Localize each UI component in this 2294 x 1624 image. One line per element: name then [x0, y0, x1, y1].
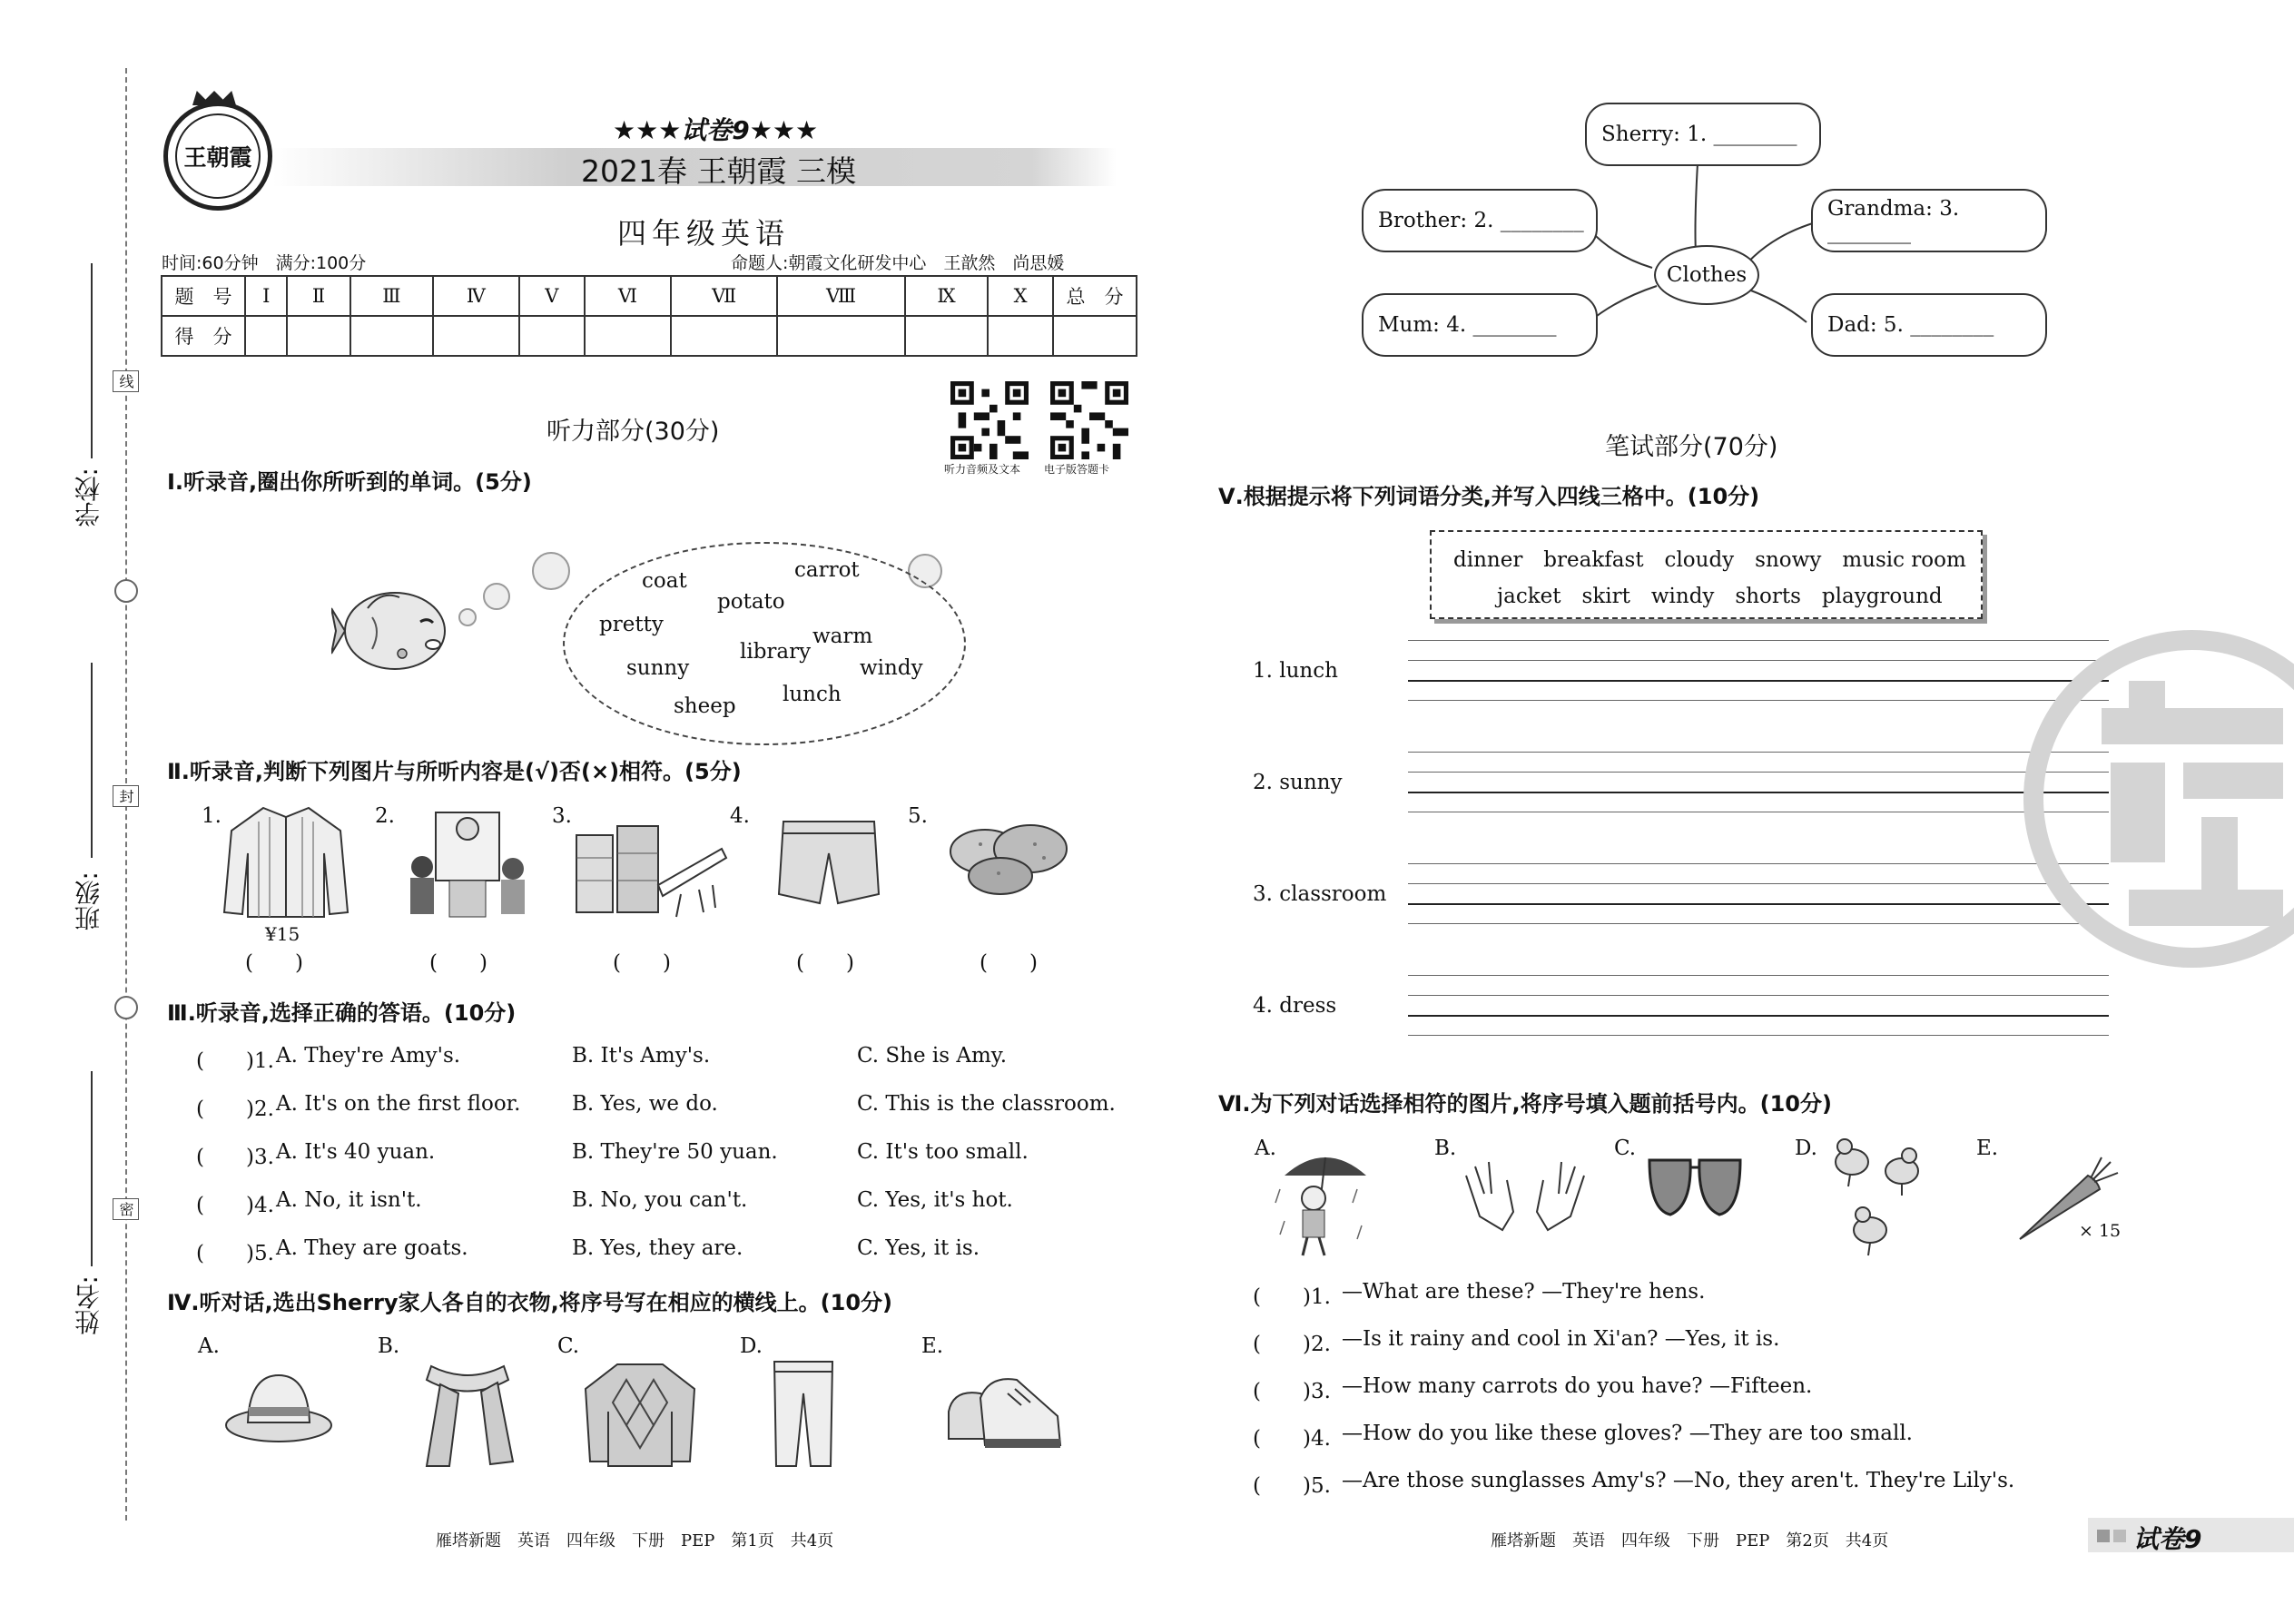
- sweater-image: [581, 1357, 699, 1471]
- four-line-grid[interactable]: [1408, 863, 2109, 923]
- hat-image: [222, 1366, 336, 1448]
- exam-meta-right: 命题人:朝霞文化研发中心 王歆然 尚思媛: [731, 253, 1065, 273]
- class-line[interactable]: [91, 663, 93, 858]
- four-line-grid[interactable]: [1408, 975, 2109, 1035]
- q2-answer-paren[interactable]: ( ): [796, 951, 854, 975]
- exam-title: 2021春 王朝霞 三模: [581, 153, 856, 189]
- shorts-image: [774, 817, 883, 908]
- q4-letter: C.: [557, 1334, 580, 1358]
- family-scene-image: [399, 803, 536, 921]
- q6-dialogue: —How many carrots do you have? —Fifteen.: [1342, 1374, 1813, 1398]
- score-cell[interactable]: [287, 316, 350, 356]
- q3-option-a[interactable]: A. It's on the first floor.: [276, 1092, 521, 1116]
- score-cell[interactable]: [905, 316, 989, 356]
- score-col: Ⅷ: [777, 276, 904, 316]
- q1-word[interactable]: sunny: [626, 656, 690, 680]
- q3-option-c[interactable]: C. She is Amy.: [857, 1044, 1008, 1068]
- q4-letter: B.: [378, 1334, 400, 1358]
- score-col: Ⅰ: [245, 276, 287, 316]
- score-cell[interactable]: [988, 316, 1053, 356]
- q6-dialogue: —What are these? —They're hens.: [1342, 1280, 1706, 1304]
- q2-title: Ⅱ.听录音,判断下列图片与所听内容是(√)否(×)相符。(5分): [167, 759, 742, 784]
- q6-letter: A.: [1255, 1137, 1276, 1160]
- q1-word[interactable]: coat: [642, 569, 687, 593]
- score-col: Ⅹ: [988, 276, 1053, 316]
- q4-letter: D.: [740, 1334, 763, 1358]
- potatoes-image: [944, 817, 1071, 899]
- mindmap-brother-label: Brother: 2. ________: [1378, 209, 1584, 232]
- q4-title: Ⅳ.听对话,选出Sherry家人各自的衣物,将序号写在相应的横线上。(10分): [167, 1290, 893, 1315]
- q2-answer-paren[interactable]: ( ): [245, 951, 303, 975]
- four-line-grid[interactable]: [1408, 752, 2109, 812]
- q6-dialogue: —How do you like these gloves? —They are too small.: [1342, 1422, 1913, 1445]
- footer-right: 雁塔新题 英语 四年级 下册 PEP 第2页 共4页: [1491, 1531, 1889, 1550]
- score-row-scores: [162, 316, 1137, 356]
- q3-option-b[interactable]: B. It's Amy's.: [572, 1044, 711, 1068]
- q3-option-a[interactable]: A. No, it isn't.: [276, 1188, 422, 1212]
- q6-letter: D.: [1795, 1137, 1817, 1160]
- q3-option-c[interactable]: C. It's too small.: [857, 1140, 1029, 1164]
- shirt-price: ¥15: [265, 923, 300, 945]
- q6-answer-paren[interactable]: ( )5.: [1253, 1474, 1331, 1498]
- q2-number: 4.: [730, 804, 750, 828]
- school-line[interactable]: [91, 263, 93, 458]
- q3-answer-paren[interactable]: ( )2.: [196, 1097, 274, 1121]
- q3-option-b[interactable]: B. Yes, they are.: [572, 1236, 743, 1260]
- binding-mark-mi: 密: [113, 1198, 139, 1220]
- q1-word[interactable]: carrot: [794, 558, 860, 582]
- q2-number: 3.: [552, 804, 572, 828]
- footer-left: 雁塔新题 英语 四年级 下册 PEP 第1页 共4页: [436, 1531, 834, 1550]
- q5-word-row: jacket skirt windy shorts playground: [1497, 585, 1943, 608]
- q3-title: Ⅲ.听录音,选择正确的答语。(10分): [167, 1000, 517, 1026]
- score-row-numbers: [162, 276, 1137, 316]
- score-cell[interactable]: [585, 316, 671, 356]
- binding-flower-icon: [114, 996, 138, 1019]
- score-col: Ⅳ: [433, 276, 518, 316]
- exam-meta-left: 时间:60分钟 满分:100分: [162, 253, 367, 273]
- binding-mark-feng: 封: [113, 785, 139, 807]
- score-col: Ⅴ: [519, 276, 585, 316]
- score-cell[interactable]: [671, 316, 778, 356]
- q1-word[interactable]: lunch: [783, 683, 842, 706]
- brand-logo-text: 王朝霞: [183, 144, 252, 171]
- mindmap-center: [1654, 245, 1759, 305]
- sunglasses-image: [1645, 1151, 1745, 1228]
- shirt-image: [222, 803, 350, 921]
- q5-word-row: dinner breakfast cloudy snowy music room: [1453, 548, 1966, 572]
- school-label: 学校:: [74, 468, 103, 527]
- brand-logo: [163, 102, 272, 211]
- q6-answer-paren[interactable]: ( )1.: [1253, 1285, 1331, 1309]
- q2-answer-paren[interactable]: ( ): [980, 951, 1038, 975]
- q5-word-box: [1430, 530, 1983, 619]
- q1-word[interactable]: potato: [717, 590, 785, 614]
- q6-dialogue: —Is it rainy and cool in Xi'an? —Yes, it is.: [1342, 1327, 1780, 1351]
- score-col-total: 总 分: [1053, 276, 1137, 316]
- name-line[interactable]: [91, 1071, 93, 1266]
- library-scene-image: [572, 822, 731, 921]
- mindmap-center-label: Clothes: [1666, 263, 1748, 287]
- q4-letter: A.: [198, 1334, 220, 1358]
- score-row-label: 得 分: [162, 316, 245, 356]
- mindmap-dad[interactable]: [1811, 293, 2047, 357]
- score-cell[interactable]: [245, 316, 287, 356]
- mindmap-brother[interactable]: [1362, 189, 1598, 252]
- score-cell[interactable]: [350, 316, 434, 356]
- scarf-image: [418, 1357, 517, 1471]
- subject-title: 四年级英语: [617, 216, 791, 251]
- q5-title: Ⅴ.根据提示将下列词语分类,并写入四线三格中。(10分): [1218, 484, 1760, 509]
- q6-answer-paren[interactable]: ( )2.: [1253, 1333, 1331, 1356]
- q1-word[interactable]: warm: [812, 625, 873, 648]
- q6-title: Ⅵ.为下列对话选择相符的图片,将序号填入题前括号内。(10分): [1218, 1091, 1832, 1117]
- score-col: Ⅸ: [905, 276, 989, 316]
- class-label: 班级:: [74, 871, 103, 931]
- q5-prompt: 4. dress: [1253, 994, 1337, 1018]
- carrot-count: × 15: [2079, 1221, 2122, 1241]
- mindmap-dad-label: Dad: 5. ________: [1827, 313, 1994, 337]
- score-col: Ⅲ: [350, 276, 434, 316]
- q3-option-c[interactable]: C. Yes, it is.: [857, 1236, 980, 1260]
- q3-answer-paren[interactable]: ( )1.: [196, 1049, 274, 1073]
- q3-option-b[interactable]: B. They're 50 yuan.: [572, 1140, 778, 1164]
- q2-number: 2.: [375, 804, 395, 828]
- q3-option-c[interactable]: C. This is the classroom.: [857, 1092, 1116, 1116]
- brand-crown-icon: [192, 91, 236, 105]
- rainy-boy-image: [1266, 1139, 1375, 1262]
- q6-letter: B.: [1434, 1137, 1457, 1160]
- score-table: [161, 275, 1137, 357]
- q2-number: 1.: [202, 804, 222, 828]
- qr-code-answer-card[interactable]: [1050, 381, 1128, 459]
- score-cell[interactable]: [1053, 316, 1137, 356]
- footer-tag-squares: [2097, 1530, 2110, 1542]
- q5-prompt: 3. classroom: [1253, 882, 1387, 906]
- q3-option-a[interactable]: A. It's 40 yuan.: [276, 1140, 436, 1164]
- q3-option-b[interactable]: B. No, you can't.: [572, 1188, 748, 1212]
- q6-dialogue: —Are those sunglasses Amy's? —No, they aren't. They're Lily's.: [1342, 1469, 2015, 1492]
- q1-word[interactable]: pretty: [599, 613, 664, 636]
- q1-title: Ⅰ.听录音,圈出你所听到的单词。(5分): [167, 469, 532, 495]
- q2-answer-paren[interactable]: ( ): [429, 951, 487, 975]
- q3-option-a[interactable]: A. They're Amy's.: [276, 1044, 461, 1068]
- trousers-image: [767, 1357, 840, 1471]
- mindmap-mum[interactable]: [1362, 293, 1598, 357]
- qr-caption-audio: 听力音频及文本: [944, 463, 1021, 476]
- bubble-icon: [458, 608, 477, 626]
- hens-image: [1825, 1130, 1929, 1262]
- score-cell[interactable]: [433, 316, 518, 356]
- gloves-image: [1457, 1157, 1593, 1244]
- q1-word[interactable]: sheep: [674, 694, 736, 718]
- q3-option-b[interactable]: B. Yes, we do.: [572, 1092, 718, 1116]
- qr-caption-answer: 电子版答题卡: [1044, 463, 1110, 476]
- q2-answer-paren[interactable]: ( ): [613, 951, 671, 975]
- q3-answer-paren[interactable]: ( )3.: [196, 1146, 274, 1169]
- bubble-icon: [532, 552, 570, 590]
- shoes-image: [944, 1362, 1067, 1462]
- score-cell[interactable]: [777, 316, 904, 356]
- name-label: 姓名:: [74, 1275, 103, 1335]
- q5-prompt: 1. lunch: [1253, 659, 1338, 683]
- writing-section-title: 笔试部分(70分): [1605, 433, 1778, 461]
- q6-letter: E.: [1976, 1137, 1999, 1160]
- q5-prompt: 2. sunny: [1253, 771, 1343, 794]
- mindmap-sherry[interactable]: [1585, 103, 1821, 166]
- score-row-label: 题 号: [162, 276, 245, 316]
- bubble-icon: [483, 583, 510, 610]
- listening-section-title: 听力部分(30分): [546, 418, 720, 446]
- q1-word[interactable]: windy: [860, 656, 923, 680]
- q6-answer-paren[interactable]: ( )4.: [1253, 1427, 1331, 1451]
- mindmap-mum-label: Mum: 4. ________: [1378, 313, 1557, 337]
- binding-flower-icon: [114, 579, 138, 603]
- paper-tag: ★★★试卷9★★★: [613, 115, 819, 145]
- watermark-seal-icon: [2020, 626, 2294, 971]
- qr-code-audio[interactable]: [950, 381, 1029, 459]
- q6-answer-paren[interactable]: ( )3.: [1253, 1380, 1331, 1403]
- q3-answer-paren[interactable]: ( )5.: [196, 1242, 274, 1265]
- q2-number: 5.: [908, 804, 928, 828]
- footer-tag: 试卷9: [2133, 1524, 2202, 1554]
- mindmap-grandma-label: Grandma: 3. ________: [1827, 197, 1960, 244]
- four-line-grid[interactable]: [1408, 640, 2109, 700]
- score-cell[interactable]: [519, 316, 585, 356]
- q3-option-c[interactable]: C. Yes, it's hot.: [857, 1188, 1013, 1212]
- q3-answer-paren[interactable]: ( )4.: [196, 1194, 274, 1217]
- q4-letter: E.: [921, 1334, 944, 1358]
- mindmap-grandma[interactable]: [1811, 189, 2047, 252]
- fish-illustration: [331, 581, 449, 681]
- mindmap-sherry-label: Sherry: 1. ________: [1601, 123, 1797, 146]
- score-col: Ⅱ: [287, 276, 350, 316]
- q1-word[interactable]: library: [740, 640, 812, 664]
- q6-letter: C.: [1614, 1137, 1637, 1160]
- binding-mark-xian: 线: [113, 370, 139, 392]
- score-col: Ⅵ: [585, 276, 671, 316]
- q3-option-a[interactable]: A. They are goats.: [276, 1236, 468, 1260]
- score-col: Ⅶ: [671, 276, 778, 316]
